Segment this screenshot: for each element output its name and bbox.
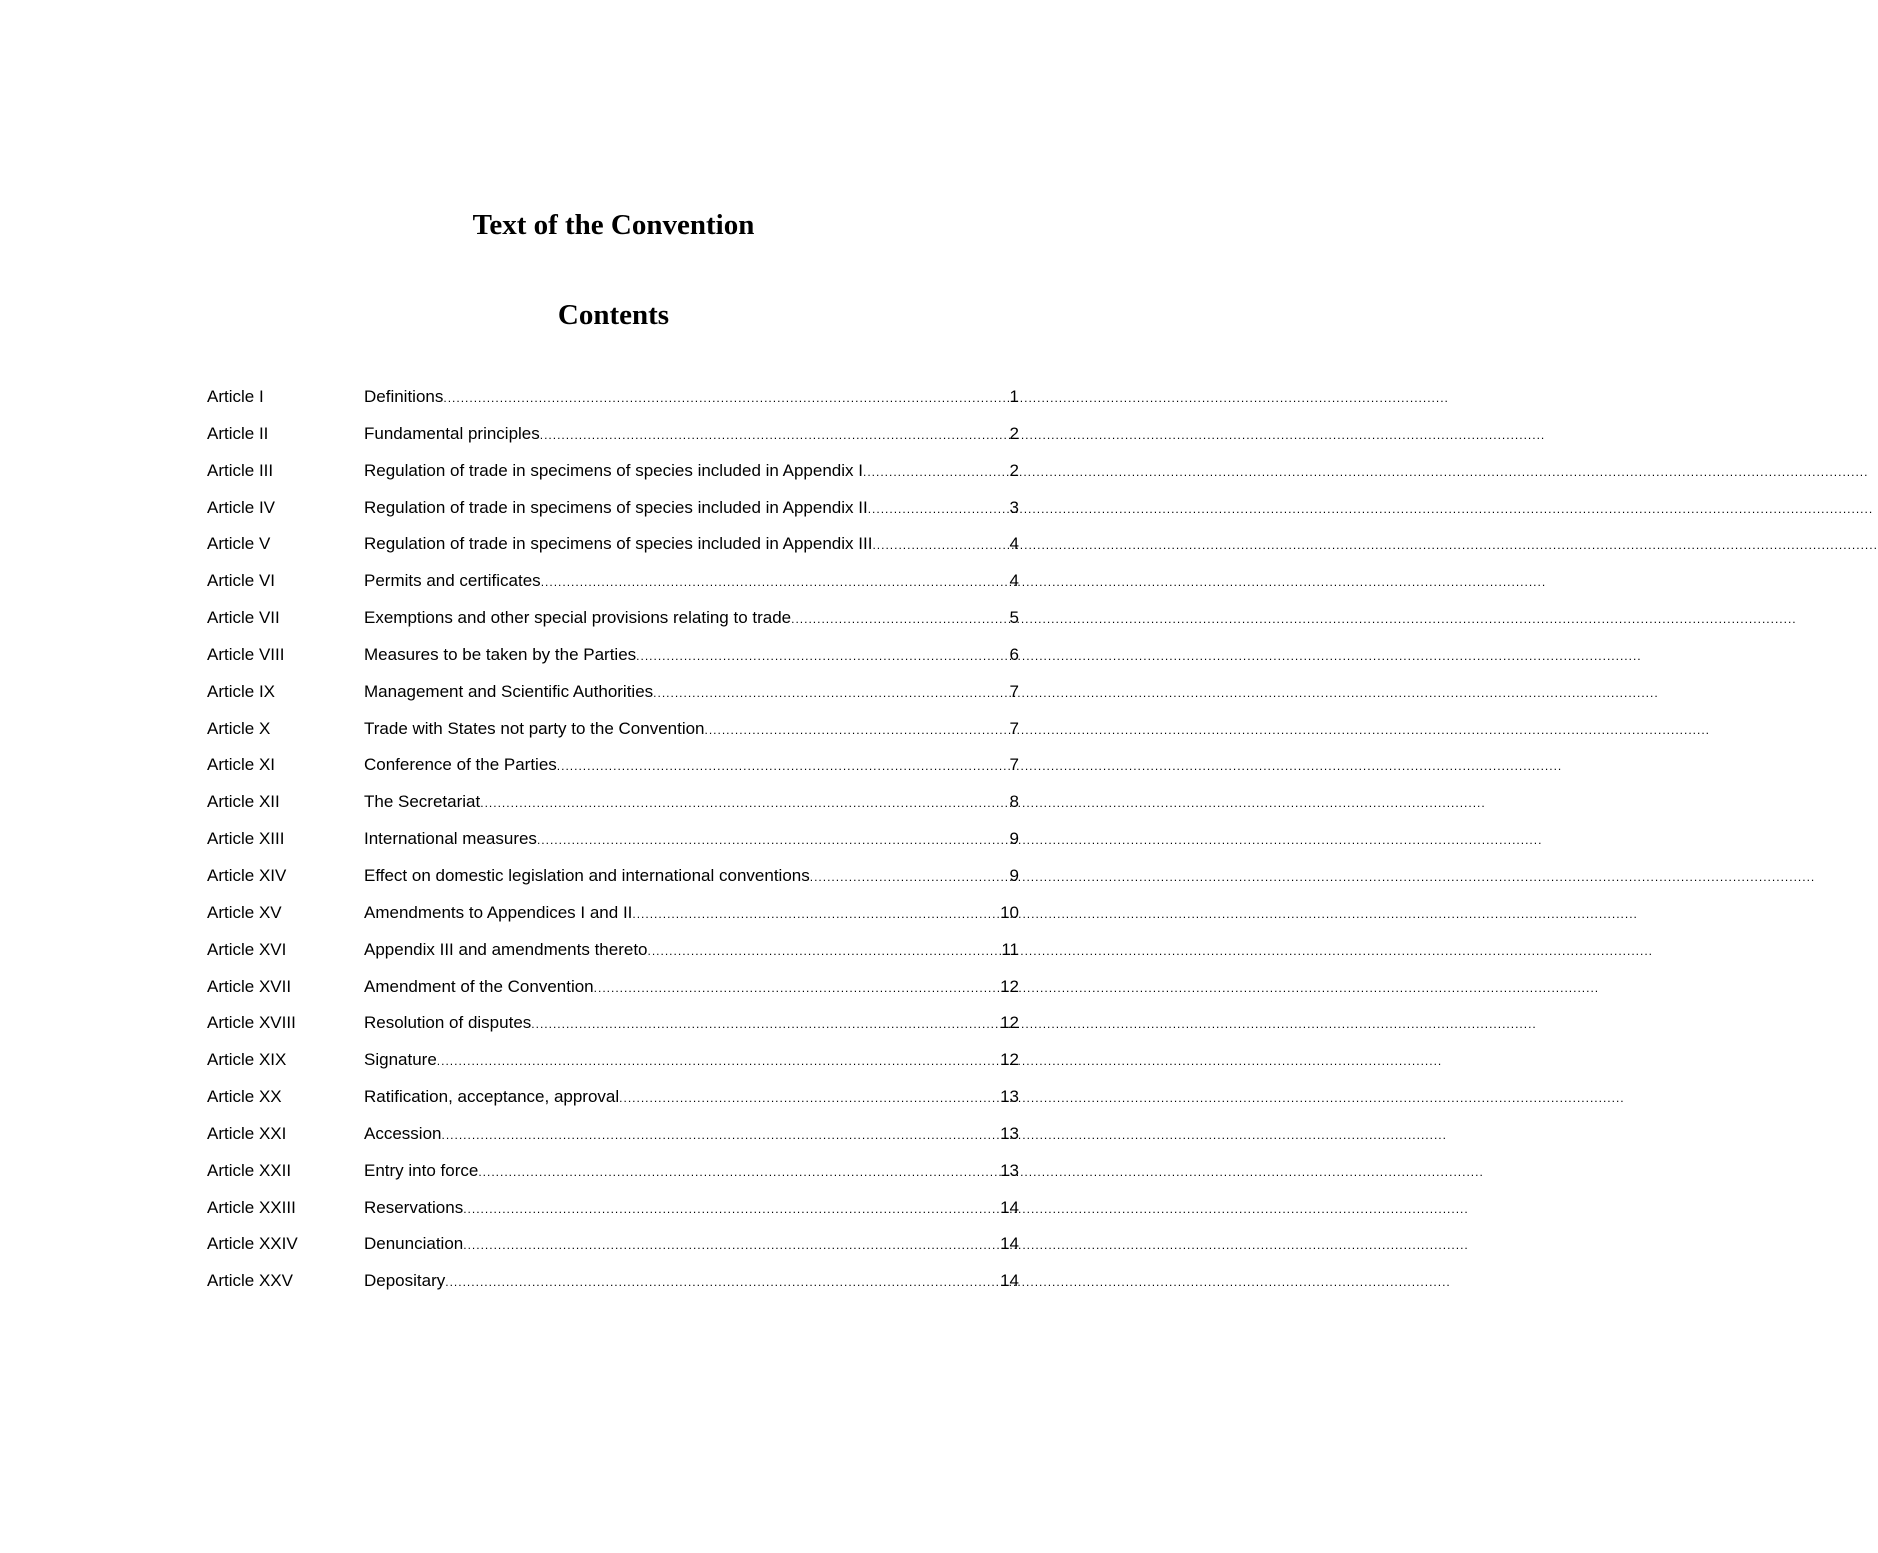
toc-article-label: Article XVI [207,939,287,959]
toc-entry-title: Ratification, acceptance, approval [364,1087,620,1107]
toc-entry-title: Exemptions and other special provisions relating to trade [364,608,792,628]
toc-article-label: Article XXIV [207,1234,298,1254]
toc-entry-20[interactable] [207,1081,1019,1118]
toc-article-label: Article I [207,387,264,406]
toc-article-label: Article XXI [207,1123,287,1143]
toc-entry-title: Regulation of trade in specimens of species included in Appendix III [364,534,873,554]
toc-page-number: 10 [1000,902,1019,922]
toc-entry-title: Regulation of trade in specimens of species included in Appendix I [364,460,863,480]
dot-leader [868,493,1008,525]
table-of-contents [207,381,1019,1302]
dot-leader [594,972,998,1004]
dot-leader [648,935,1000,967]
toc-page-number: 2 [1009,460,1019,480]
toc-page-number: 5 [1009,608,1019,628]
toc-page-number: 13 [1000,1087,1019,1107]
toc-entry-2[interactable] [207,418,1019,455]
dot-leader [810,861,1008,893]
toc-article-label: Article XX [207,1087,282,1107]
toc-entry-title: The Secretariat [364,792,481,812]
toc-page-number: 14 [1000,1197,1019,1217]
toc-article-label: Article III [207,460,274,480]
toc-page-number: 13 [1000,1123,1019,1143]
toc-entry-16[interactable] [207,934,1019,971]
toc-page-number: 12 [1000,976,1019,996]
toc-entry-15[interactable] [207,897,1019,934]
toc-article-label: Article XVIII [207,1013,296,1033]
toc-entry-25[interactable] [207,1265,1019,1302]
toc-entry-title: Conference of the Parties [364,755,557,775]
toc-page-number: 7 [1009,681,1019,701]
toc-entry-6[interactable] [207,565,1019,602]
toc-page-number: 13 [1000,1160,1019,1180]
dot-leader [557,750,1008,782]
dot-leader [791,603,1007,635]
toc-entry-13[interactable] [207,823,1019,860]
toc-entry-title: Denunciation [364,1234,464,1254]
contents-heading: Contents [557,299,670,331]
toc-article-label: Article II [207,423,269,443]
toc-article-label: Article XIX [207,1050,287,1070]
dot-leader [537,824,1008,856]
toc-entry-24[interactable] [207,1228,1019,1265]
toc-article-label: Article XV [207,902,282,922]
dot-leader [478,1156,998,1188]
toc-page-number: 8 [1009,792,1019,812]
toc-entry-title: Effect on domestic legislation and international conventions [364,865,810,885]
toc-article-label: Article XI [207,755,276,775]
dot-leader [872,529,1007,561]
document-title: Text of the Convention [472,209,755,241]
dot-leader [863,456,1008,488]
toc-page-number: 9 [1009,829,1019,849]
dot-leader [636,640,1007,672]
toc-page-number: 3 [1009,497,1019,517]
toc-article-label: Article XXIII [207,1197,296,1217]
toc-page-number: 2 [1009,423,1019,443]
toc-page-number: 14 [1000,1234,1019,1254]
toc-entry-title: International measures [364,829,537,849]
toc-article-label: Article XIV [207,865,287,885]
toc-entry-title: Trade with States not party to the Convention [364,718,705,738]
toc-entry-title: Appendix III and amendments thereto [364,939,648,959]
toc-entry-10[interactable] [207,713,1019,750]
toc-page-number: 4 [1009,571,1019,591]
dot-leader [437,1045,998,1077]
toc-article-label: Article VI [207,571,276,591]
dot-leader [445,1266,998,1298]
toc-entry-title: Entry into force [364,1160,479,1180]
toc-entry-5[interactable] [207,528,1019,565]
toc-entry-3[interactable] [207,455,1019,492]
toc-entry-title: Accession [364,1123,442,1143]
dot-leader [632,898,998,930]
toc-entry-title: Fundamental principles [364,423,540,443]
toc-page-number: 7 [1009,755,1019,775]
toc-page-number: 12 [1000,1050,1019,1070]
toc-article-label: Article XXV [207,1271,293,1291]
dot-leader [441,1119,998,1151]
toc-page-number: 4 [1009,534,1019,554]
dot-leader [619,1082,998,1114]
toc-entry-17[interactable] [207,971,1019,1008]
toc-article-label: Article XVII [207,976,292,996]
toc-page-number: 1 [1009,387,1019,406]
toc-article-label: Article V [207,534,271,554]
toc-entry-12[interactable] [207,786,1019,823]
toc-entry-19[interactable] [207,1044,1019,1081]
toc-article-label: Article IX [207,681,276,701]
toc-entry-title: Signature [364,1050,437,1070]
toc-entry-22[interactable] [207,1155,1019,1192]
dot-leader [480,787,1007,819]
toc-entry-14[interactable] [207,860,1019,897]
dot-leader [443,382,1007,414]
toc-entry-title: Permits and certificates [364,571,541,591]
toc-article-label: Article XII [207,792,280,812]
toc-entry-7[interactable] [207,602,1019,639]
toc-entry-title: Resolution of disputes [364,1013,532,1033]
dot-leader [463,1229,998,1261]
toc-article-label: Article XIII [207,829,285,849]
toc-entry-title: Amendments to Appendices I and II [364,902,633,922]
toc-entry-title: Amendment of the Convention [364,976,594,996]
toc-entry-1[interactable] [207,381,1019,418]
toc-article-label: Article VII [207,608,280,628]
toc-entry-title: Reservations [364,1197,464,1217]
toc-article-label: Article X [207,718,271,738]
toc-entry-23[interactable] [207,1192,1019,1229]
toc-entry-18[interactable] [207,1007,1019,1044]
toc-entry-8[interactable] [207,639,1019,676]
dot-leader [463,1193,998,1225]
toc-page-number: 12 [1000,1013,1019,1033]
dot-leader [653,677,1007,709]
dot-leader [541,566,1008,598]
toc-article-label: Article IV [207,497,276,517]
toc-entry-11[interactable] [207,749,1019,786]
dot-leader [540,419,1008,451]
toc-entry-title: Measures to be taken by the Parties [364,644,637,664]
dot-leader [705,714,1008,746]
toc-entry-title: Management and Scientific Authorities [364,681,654,701]
toc-entry-title: Regulation of trade in specimens of species included in Appendix II [364,497,868,517]
toc-article-label: Article XXII [207,1160,292,1180]
toc-page-number: 6 [1009,644,1019,664]
toc-page-number: 14 [1000,1271,1019,1291]
toc-entry-title: Definitions [364,387,444,406]
toc-entry-4[interactable] [207,492,1019,529]
toc-entry-9[interactable] [207,676,1019,713]
toc-page-number: 7 [1009,718,1019,738]
toc-entry-21[interactable] [207,1118,1019,1155]
dot-leader [531,1008,998,1040]
toc-article-label: Article VIII [207,644,285,664]
toc-page-number: 11 [1001,939,1019,959]
toc-page-number: 9 [1009,865,1019,885]
toc-entry-title: Depositary [364,1271,446,1291]
